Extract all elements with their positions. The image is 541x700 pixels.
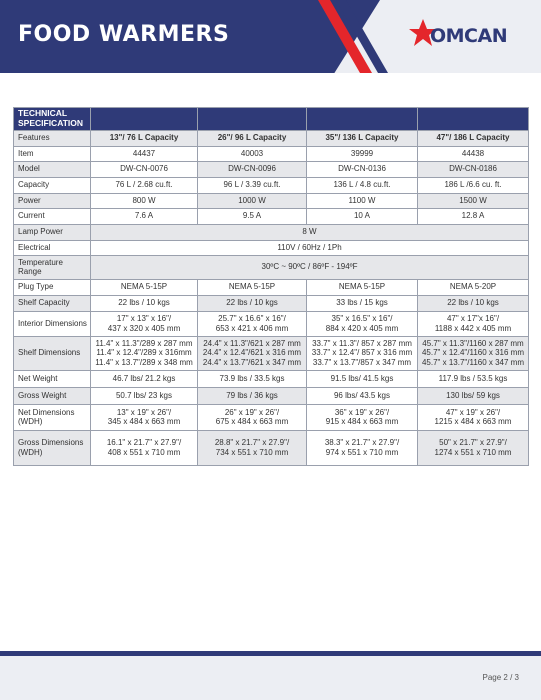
row-label: Gross Weight [14,387,91,404]
value-cell: 16.1" x 21.7" x 27.9"/ 408 x 551 x 710 mm [91,430,198,465]
row-label: Shelf Capacity [14,295,91,311]
value-cell: 11.4" x 11.3"/289 x 287 mm 11.4" x 12.4"/289 x 316mm 11.4" x 13.7"/289 x 348 mm [91,336,198,370]
value-cell: 13"/ 76 L Capacity [91,130,198,146]
value-cell: 47"/ 186 L Capacity [418,130,529,146]
value-cell: 12.8 A [418,208,529,224]
value-cell: 10 A [307,208,418,224]
value-cell: 35"/ 136 L Capacity [307,130,418,146]
value-cell: 22 lbs / 10 kgs [198,295,307,311]
value-cell: NEMA 5-15P [307,279,418,295]
table-row [14,208,529,224]
logo-wordmark: OMCAN [430,25,508,47]
value-cell: 25.7" x 16.6" x 16"/ 653 x 421 x 406 mm [198,311,307,336]
value-cell: 130 lbs/ 59 kgs [418,387,529,404]
value-cell: 91.5 lbs/ 41.5 kgs [307,370,418,387]
value-cell: 46.7 lbs/ 21.2 kgs [91,370,198,387]
table-row [14,161,529,177]
table-row [14,311,529,336]
row-label: Lamp Power [14,224,91,240]
value-cell: 50" x 21.7" x 27.9"/ 1274 x 551 x 710 mm [418,430,529,465]
value-cell: 1100 W [307,193,418,208]
brand-logo [408,14,526,60]
value-cell: 13" x 19" x 26"/ 345 x 484 x 663 mm [91,404,198,430]
table-row [14,255,529,279]
value-cell: 76 L / 2.68 cu.ft. [91,177,198,193]
value-cell: 39999 [307,146,418,161]
footer-background [0,656,541,700]
value-cell: 186 L /6.6 cu. ft. [418,177,529,193]
table-row [14,370,529,387]
value-cell: NEMA 5-15P [91,279,198,295]
row-label: Model [14,161,91,177]
table-row [14,177,529,193]
page-number: Page 2 / 3 [482,673,519,682]
table-title: TECHNICAL SPECIFICATION [14,108,91,131]
table-row [14,240,529,255]
spanned-value-cell: 30ºC ~ 90ºC / 86ºF - 194ºF [91,255,529,279]
value-cell: 22 lbs / 10 kgs [91,295,198,311]
technical-spec-table [13,107,529,466]
value-cell: 26" x 19" x 26"/ 675 x 484 x 663 mm [198,404,307,430]
row-label: Features [14,130,91,146]
value-cell: 28.8" x 21.7" x 27.9"/ 734 x 551 x 710 mm [198,430,307,465]
value-cell: 50.7 lbs/ 23 kgs [91,387,198,404]
value-cell: 79 lbs / 36 kgs [198,387,307,404]
table-row [14,193,529,208]
table-row [14,387,529,404]
row-label: Item [14,146,91,161]
value-cell: 47" x 19" x 26"/ 1215 x 484 x 663 mm [418,404,529,430]
value-cell: 136 L / 4.8 cu.ft. [307,177,418,193]
row-label: Electrical [14,240,91,255]
value-cell: 33 lbs / 15 kgs [307,295,418,311]
row-label: Plug Type [14,279,91,295]
spanned-value-cell: 110V / 60Hz / 1Ph [91,240,529,255]
value-cell: 9.5 A [198,208,307,224]
value-cell: 38.3" x 21.7" x 27.9"/ 974 x 551 x 710 mm [307,430,418,465]
value-cell: 1000 W [198,193,307,208]
value-cell: DW-CN-0136 [307,161,418,177]
table-row [14,130,529,146]
row-label: Capacity [14,177,91,193]
value-cell: NEMA 5-20P [418,279,529,295]
table-row [14,224,529,240]
value-cell: 22 lbs / 10 kgs [418,295,529,311]
value-cell: 1500 W [418,193,529,208]
value-cell: 33.7" x 11.3"/ 857 x 287 mm 33.7" x 12.4"/ 857 x 316 mm 33.7" x 13.7"/857 x 347 mm [307,336,418,370]
row-label: Current [14,208,91,224]
value-cell: 117.9 lbs / 53.5 kgs [418,370,529,387]
page-title: FOOD WARMERS [18,22,230,47]
decorative-stripes [310,0,400,73]
value-cell: DW-CN-0096 [198,161,307,177]
value-cell: 45.7" x 11.3"/1160 x 287 mm 45.7" x 12.4"/1160 x 316 mm 45.7" x 13.7"/1160 x 347 mm [418,336,529,370]
table-row [14,146,529,161]
row-label: Power [14,193,91,208]
value-cell: 40003 [198,146,307,161]
value-cell: 36" x 19" x 26"/ 915 x 484 x 663 mm [307,404,418,430]
page-header [0,0,541,73]
row-label: Shelf Dimensions [14,336,91,370]
value-cell: DW-CN-0186 [418,161,529,177]
value-cell: DW-CN-0076 [91,161,198,177]
value-cell: NEMA 5-15P [198,279,307,295]
value-cell: 35" x 16.5" x 16"/ 884 x 420 x 405 mm [307,311,418,336]
table-row [14,404,529,430]
row-label: Interior Dimensions [14,311,91,336]
value-cell: 73.9 lbs / 33.5 kgs [198,370,307,387]
value-cell: 800 W [91,193,198,208]
value-cell: 96 lbs/ 43.5 kgs [307,387,418,404]
spanned-value-cell: 8 W [91,224,529,240]
table-row [14,430,529,465]
row-label: Temperature Range [14,255,91,279]
value-cell: 44438 [418,146,529,161]
row-label: Net Weight [14,370,91,387]
table-row [14,279,529,295]
table-header-row [14,108,529,131]
value-cell: 44437 [91,146,198,161]
value-cell: 96 L / 3.39 cu.ft. [198,177,307,193]
row-label: Net Dimensions (WDH) [14,404,91,430]
value-cell: 47" x 17"x 16"/ 1188 x 442 x 405 mm [418,311,529,336]
value-cell: 7.6 A [91,208,198,224]
value-cell: 17" x 13" x 16"/ 437 x 320 x 405 mm [91,311,198,336]
value-cell: 26"/ 96 L Capacity [198,130,307,146]
table-row [14,336,529,370]
row-label: Gross Dimensions (WDH) [14,430,91,465]
value-cell: 24.4" x 11.3"/621 x 287 mm 24.4" x 12.4"/621 x 316 mm 24.4" x 13.7"/621 x 347 mm [198,336,307,370]
table-row [14,295,529,311]
